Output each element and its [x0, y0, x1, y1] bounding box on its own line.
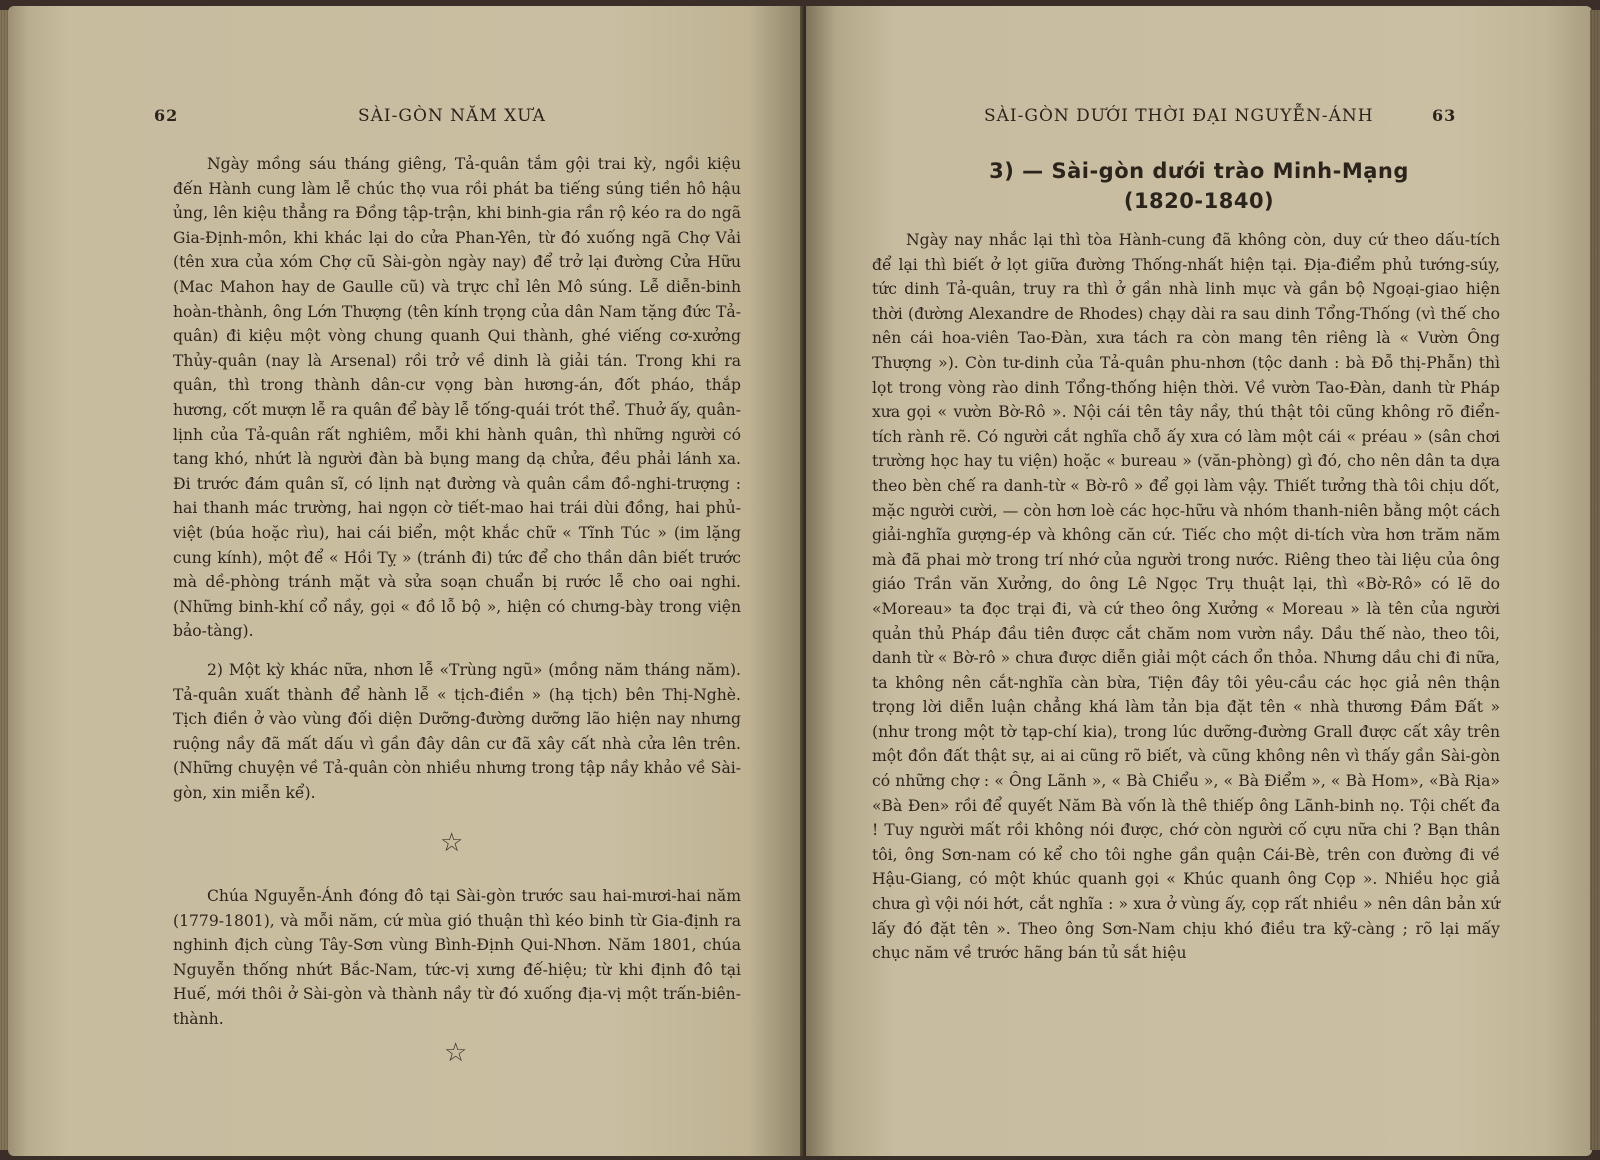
left-page	[8, 6, 804, 1156]
right-page-edges	[1590, 10, 1600, 1150]
section-star-2: ☆	[444, 1038, 468, 1068]
section-heading-years: (1820-1840)	[1123, 189, 1275, 213]
right-page	[806, 6, 1592, 1156]
section-heading-title: 3) — Sài-gòn dưới trào Minh-Mạng	[989, 159, 1409, 183]
section-star-1: ☆	[440, 828, 464, 858]
right-text-block-1	[872, 228, 1500, 966]
left-text-block-3	[173, 884, 741, 1032]
right-page-number: 63	[1432, 106, 1457, 125]
left-paragraph-1: Ngày mồng sáu tháng giêng, Tả-quân tắm gội trai kỳ, ngồi kiệu đến Hành cung làm lễ chúc thọ vua rồi phát ba tiếng súng tiền hô hậu ủng, lên kiệu thẳng ra Đồng tập-trận, khi binh-gia rần rộ kéo ra do ngã Gia-Định-môn, khi khác lại do cửa Phan-Yên, từ đó xuống ngã Chợ Vải (tên xưa của xóm Chợ cũ Sài-gòn ngày nay) để trở lại đường Cửa Hữu (Mac Mahon hay de Gaulle cũ) và trực chỉ lên Mô súng. Lễ diễn-binh hoàn-thành, ông Lớn Thượng (tên kính trọng của dân Nam tặng đức Tả-quân) đi kiệu một vòng chung quanh Qui thành, ghé viếng cơ-xưởng Thủy-quân (nay là Arsenal) rồi trở về dinh là giải tán. Trong khi ra quân, thì trong thành dân-cư vọng bàn hương-án, đốt pháo, thắp hương, cốt mượn lễ ra quân để bày lễ tống-quái trót thể. Thuở ấy, quân-lịnh của Tả-quân rất nghiêm, mỗi khi hành quân, thì những người có tang khó, nhứt là người đàn bà bụng mang dạ chửa, đều phải lánh xa. Đi trước đám quân sĩ, có lịnh nạt đường và quân cầm đồ-nghi-trượng : hai thanh mác trường, hai ngọn cờ tiết-mao hai trái dùi đồng, hai phủ-việt (búa hoặc rìu), hai cái biển, một khắc chữ « Tĩnh Túc » (im lặng cung kính), một để « Hồi Tỵ » (tránh đi) tức để cho thần dân biết trước mà dề-phòng tránh mặt và sửa soạn chuẩn bị rước lễ cho oai nghi. (Những binh-khí cổ nầy, gọi « đồ lỗ bộ », hiện có chưng-bày trong viện bảo-tàng).	[173, 155, 741, 641]
section-heading	[806, 156, 1592, 216]
right-paragraph-1: Ngày nay nhắc lại thì tòa Hành-cung đã không còn, duy cứ theo dấu-tích để lại thì biết ở lọt giữa đường Thống-nhất hiện tại. Địa-điểm phủ tướng-súy, tức dinh Tả-quân, truy ra thì ở gần nhà linh mục và gần bộ Ngoại-giao hiện thời (đường Alexandre de Rhodes) chạy dài ra sau dinh Tổng-Thống (vì thế cho nên cái hoa-viên Tao-Đàn, xưa tách ra còn mang tên riêng là « Vườn Ông Thượng »). Còn tư-dinh của Tả-quân phu-nhơn (tộc danh : bà Đỗ thị-Phẫn) thì lọt trong vòng rào dinh Tổng-thống hiện thời. Về vườn Tao-Đàn, danh từ Pháp xưa gọi « vườn Bờ-Rô ». Nội cái tên tây nầy, thú thật tôi cũng không rõ điển-tích rành rẽ. Có người cắt nghĩa chỗ ấy xưa có làm một cái « préau » (sân chơi trường học hay tu viện) hoặc « bureau » (văn-phòng) gì đó, cho nên dân ta dựa theo bèn chế ra danh-từ « Bờ-rô » để gọi làm vậy. Thiết tưởng thà tôi chịu dốt, mặc người cười, — còn hơn loè các học-hữu và nhóm thanh-niên bằng một cách giải-nghĩa gượng-ép và không căn cứ. Tiếc cho một di-tích vừa hơn trăm năm mà đã phai mờ trong trí nhớ của người trong nước. Riêng theo tài liệu của ông giáo Trần văn Xưởng, do ông Lê Ngọc Trụ thuật lại, thì «Bờ-Rô» có lẽ do «Moreau» ta đọc trại đi, và cứ theo ông Xưởng « Moreau » là tên của người quản thủ Pháp đầu tiên được cắt chăm nom vườn nầy. Dầu thế nào, theo tôi, danh từ « Bờ-rô » chưa được diễn giải một cách ổn thỏa. Nhưng dầu chi đi nữa, ta không nên cắt-nghĩa càn bừa, Tiện đây tôi yêu-cầu các học giả nên thận trọng lời diễn luận chẳng khá làm tản bịa đặt tên « nhà thương Đầm Đất » (như trong một tờ tạp-chí kia), trong lúc dưỡng-đường Grall được cất xây trên một đồn đất thật sự, ai ai cũng rõ biết, và cũng không nên vì thấy gần Sài-gòn có những chợ : « Ông Lãnh », « Bà Chiểu », « Bà Điểm », « Bà Hom», «Bà Rịa» «Bà Đen» rồi để quyết Năm Bà vốn là thê thiếp ông Lãnh-binh nọ. Tội chết đa ! Tuy người mất rồi không nói được, chớ còn người cố cựu nữa chi ? Bạn thân tôi, ông Sơn-nam có kể cho tôi nghe gần quận Cái-Bè, trên con đường đi về Hậu-Giang, có một khúc quanh gọi « Khúc quanh ông Cọp ». Nhiều học giả chưa gì vội nói hớt, cắt nghĩa : » xưa ở vùng ấy, cọp rất nhiều » nên dân bản xứ lấy đó đặt tên ». Theo ông Sơn-Nam chịu khó điều tra kỹ-càng ; rõ lại mấy chục năm về trước hãng bán tủ sắt hiệu	[872, 231, 1500, 963]
left-page-number: 62	[154, 106, 179, 125]
right-running-title: SÀI-GÒN DƯỚI THỜI ĐẠI NGUYỄN-ÁNH	[984, 106, 1374, 126]
left-running-title: SÀI-GÒN NĂM XƯA	[358, 106, 546, 126]
left-running-head	[8, 106, 804, 136]
right-running-head	[806, 106, 1592, 136]
left-text-block-2	[173, 658, 741, 806]
left-text-block-1	[173, 152, 741, 644]
left-paragraph-3: Chúa Nguyễn-Ánh đóng đô tại Sài-gòn trước sau hai-mươi-hai năm (1779-1801), và mỗi năm, cứ mùa gió thuận thì kéo binh từ Gia-định ra nghinh địch cùng Tây-Sơn vùng Bình-Định Qui-Nhơn. Năm 1801, chúa Nguyễn thống nhứt Bắc-Nam, tức-vị xưng đế-hiệu; từ khi định đô tại Huế, mới thôi ở Sài-gòn và thành nầy từ đó xuống địa-vị một trấn-biên-thành.	[173, 887, 741, 1028]
left-paragraph-2: 2) Một kỳ khác nữa, nhơn lễ «Trùng ngũ» (mồng năm tháng năm). Tả-quân xuất thành để hành lễ « tịch-điền » (hạ tịch) bên Thị-Nghè. Tịch điền ở vào vùng đối diện Dưỡng-đường dưỡng lão hiện nay nhưng ruộng nầy đã mất dấu vì gần đây dân cư đã xây cất nhà cửa lên trên. (Những chuyện về Tả-quân còn nhiều nhưng trong tập nầy khảo về Sài-gòn, xin miễn kể).	[173, 661, 741, 802]
